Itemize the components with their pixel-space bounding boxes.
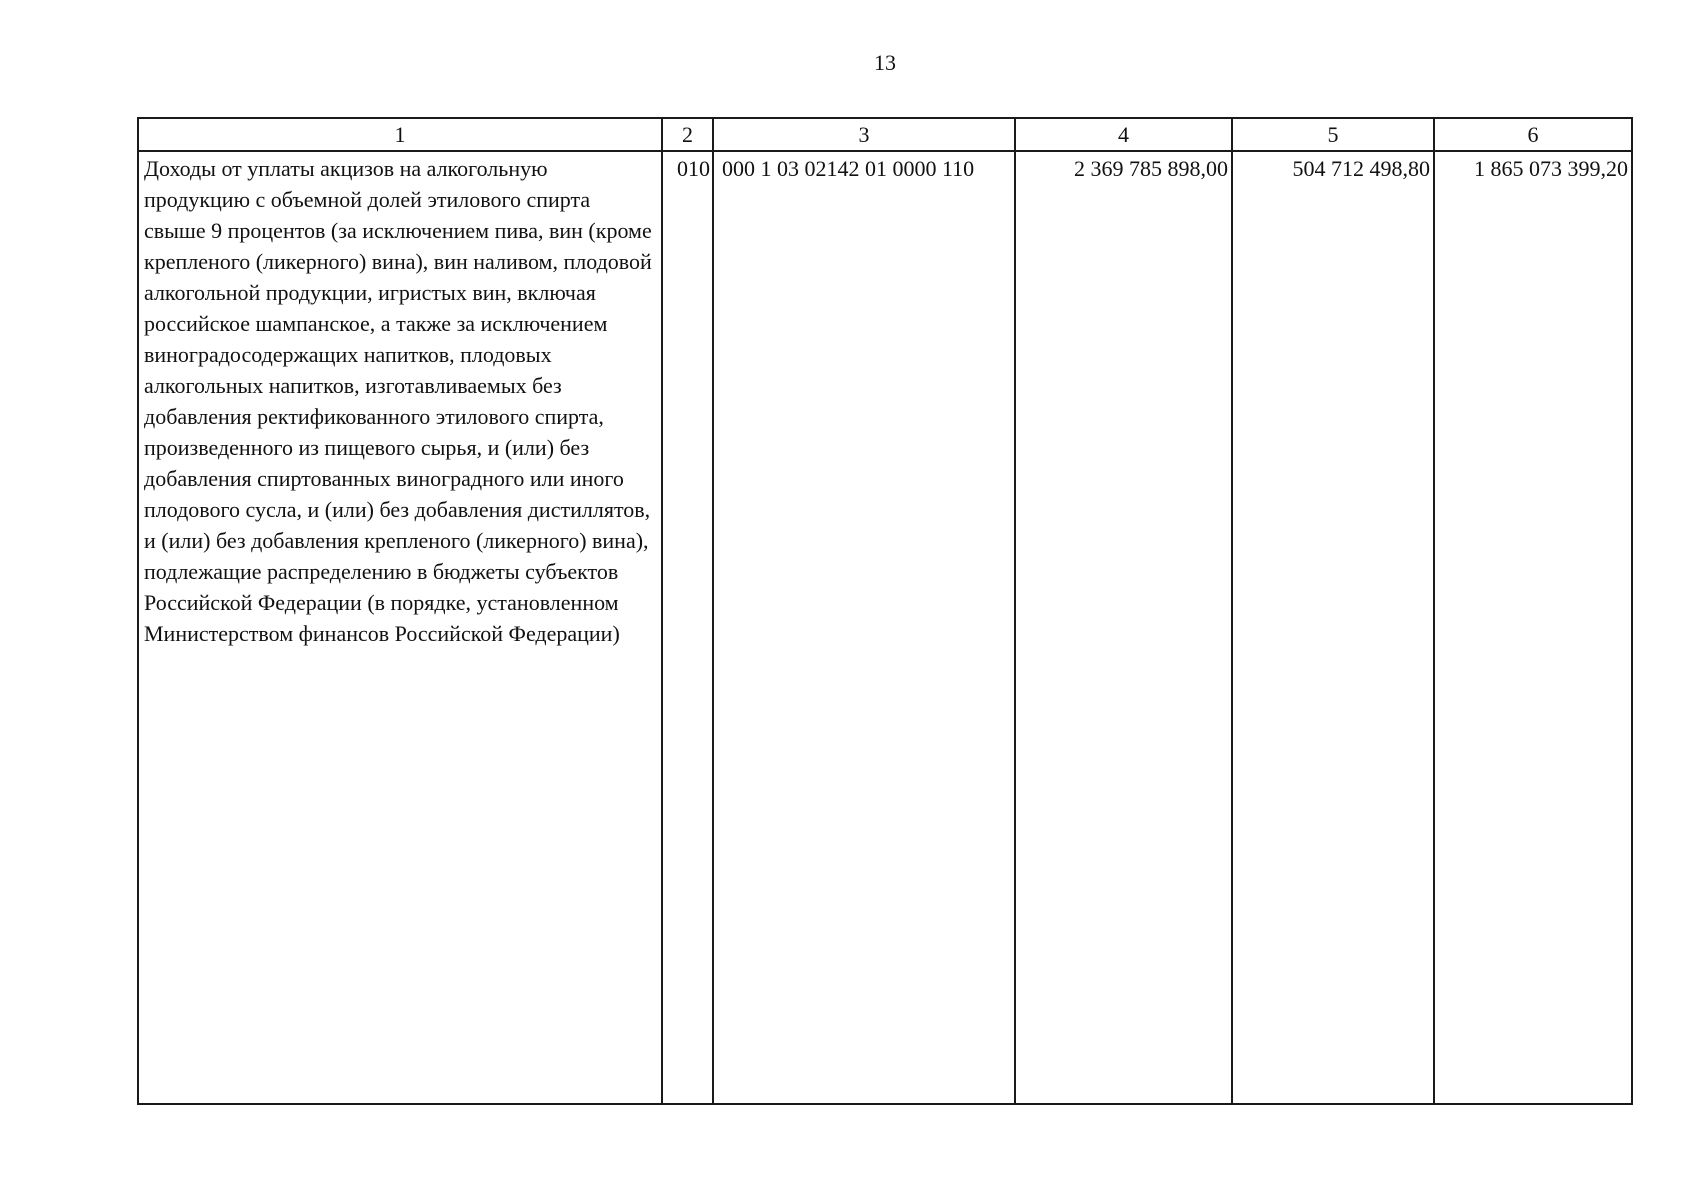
table-row	[138, 151, 1632, 1104]
column-header-5: 5	[1232, 118, 1434, 151]
row-description: Доходы от уплаты акцизов на алкогольную продукцию с объемной долей этилового спирта свыше 9 процентов (за исключением пива, вин (кроме крепленого (ликерного) вина), вин наливом, плодовой алкогольной продукции, игристых вин, включая российское шампанское, а также за исключением виноградосодержащих напитков, плодовых алкогольных напитков, изготавливаемых без добавления ректификованного этилового спирта, произведенного из пищевого сырья, и (или) без добавления спиртованных виноградного или иного плодового сусла, и (или) без добавления дистиллятов, и (или) без добавления крепленого (ликерного) вина), подлежащие распределению в бюджеты субъектов Российской Федерации (в порядке, установленном Министерством финансов Российской Федерации)	[138, 151, 662, 1104]
row-value-col6: 1 865 073 399,20	[1434, 151, 1632, 1104]
column-header-3: 3	[713, 118, 1015, 151]
column-header-6: 6	[1434, 118, 1632, 151]
column-header-2: 2	[662, 118, 713, 151]
row-value-col5: 504 712 498,80	[1232, 151, 1434, 1104]
column-header-4: 4	[1015, 118, 1232, 151]
table-header-row	[138, 118, 1632, 151]
row-line-code: 010	[662, 151, 713, 1104]
row-value-col4: 2 369 785 898,00	[1015, 151, 1232, 1104]
column-header-1: 1	[138, 118, 662, 151]
data-table	[137, 117, 1633, 1105]
page-number: 13	[874, 50, 896, 75]
row-budget-code: 000 1 03 02142 01 0000 110	[713, 151, 1015, 1104]
